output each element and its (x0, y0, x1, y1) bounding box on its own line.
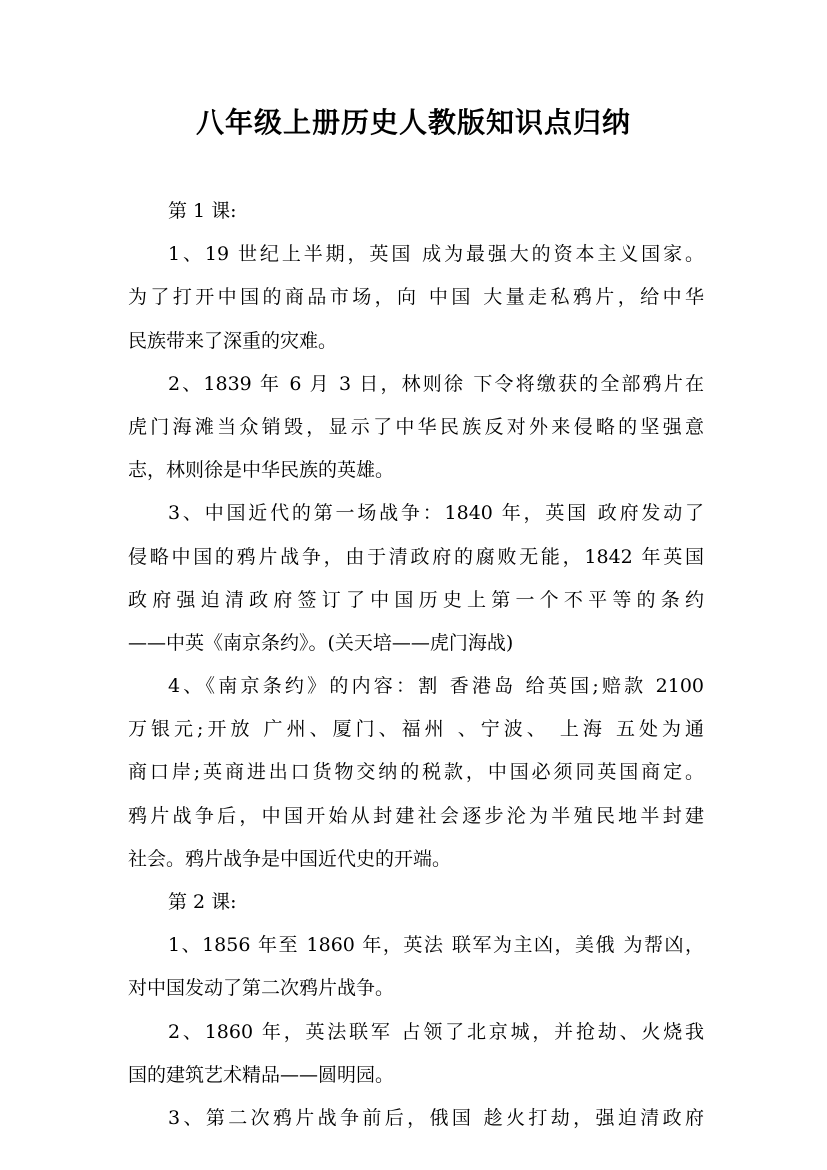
text-line: ——中英《南京条约》。(关天培——虎门海战) (128, 631, 514, 654)
text-line: 第 1 课: (168, 200, 237, 222)
text-line: 政府强迫清政府签订了中国历史上第一个不平等的条约 (128, 588, 704, 611)
text-line: 第 2 课: (168, 891, 237, 913)
text-line: 为了打开中国的商品市场，向 中国 大量走私鸦片，给中华 (128, 286, 704, 309)
text-line: 虎门海滩当众销毁，显示了中华民族反对外来侵略的坚强意 (128, 415, 704, 438)
text-line: 万银元;开放 广州、厦门、福州 、宁波、 上海 五处为通 (128, 718, 704, 741)
text-line: 3、中国近代的第一场战争：1840 年，英国 政府发动了 (168, 502, 704, 525)
text-line: 1、19 世纪上半期，英国 成为最强大的资本主义国家。 (168, 243, 704, 266)
text-line: 对中国发动了第二次鸦片战争。 (128, 977, 395, 1000)
text-line: 侵略中国的鸦片战争，由于清政府的腐败无能，1842 年英国 (128, 545, 704, 568)
text-line: 2、1860 年，英法联军 占领了北京城，并抢劫、火烧我 (168, 1020, 704, 1043)
text-line: 商口岸;英商进出口货物交纳的税款，中国必须同英国商定。 (128, 761, 704, 784)
text-line: 4、《南京条约》的内容：割 香港岛 给英国;赔款 2100 (168, 675, 704, 698)
text-line: 1、1856 年至 1860 年，英法 联军为主凶，美俄 为帮凶， (168, 934, 704, 957)
text-line: 国的建筑艺术精品——圆明园。 (128, 1063, 395, 1086)
text-line: 民族带来了深重的灾难。 (128, 329, 338, 352)
text-line: 2、1839 年 6 月 3 日，林则徐 下令将缴获的全部鸦片在 (168, 372, 704, 395)
document-body (128, 190, 704, 1140)
text-line: 3、第二次鸦片战争前后，俄国 趁火打劫，强迫清政府 (168, 1106, 704, 1129)
text-line: 社会。鸦片战争是中国近代史的开端。 (128, 847, 452, 870)
text-line: 志，林则徐是中华民族的英雄。 (128, 459, 395, 482)
text-line: 鸦片战争后，中国开始从封建社会逐步沦为半殖民地半封建 (128, 804, 704, 827)
document-title: 八年级上册历史人教版知识点归纳 (195, 106, 631, 139)
